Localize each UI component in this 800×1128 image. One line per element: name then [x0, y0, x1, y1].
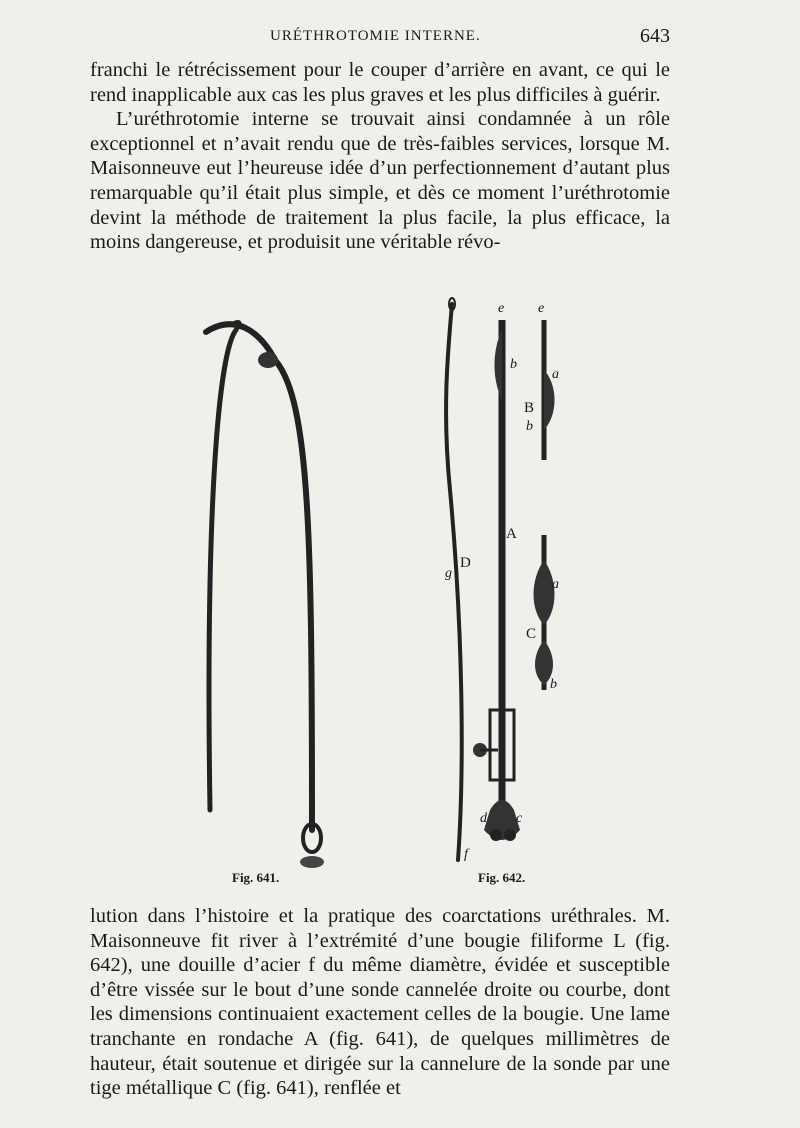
- label-C: C: [526, 626, 537, 642]
- curved-catheter-left: [209, 330, 236, 810]
- label-b3: b: [550, 677, 557, 692]
- figure-plate: [180, 290, 660, 890]
- blade-shape-b: [495, 330, 503, 400]
- label-D: D: [460, 555, 471, 571]
- running-head: URÉTHROTOMIE INTERNE.: [270, 28, 481, 44]
- paragraph: franchi le rétrécissement pour le couper d’arrière en avant, ce qui le rend inapplicable aux cas les plus graves et les plus difficiles à guérir.: [90, 59, 670, 106]
- page-header: [90, 25, 670, 52]
- label-b1: b: [510, 357, 517, 372]
- figure-caption-642: Fig. 642.: [478, 870, 526, 885]
- label-e1: e: [498, 301, 505, 316]
- label-a1: a: [552, 367, 559, 382]
- paragraph: lution dans l’histoire et la pratique des coarctations uréthrales. M. Maisonneuve fit river à l’extrémité d’une bougie filiforme L (fig. 642), une douille d’acier f du même diamètre, évidée et susceptible d’être vissée sur le bout d’une sonde cannelée droite ou courbe, dont les dimensions continuaient exactement celles de la bougie. Une lame tranchante en rondache A (fig. 641), de quelques millimètres de hauteur, était soutenue et dirigée sur la cannelure de la sonde par une tige métallique C (fig. 641), renflée et: [90, 905, 670, 1100]
- label-B: B: [524, 400, 535, 416]
- label-c: c: [516, 811, 523, 826]
- paragraph: L’uréthrotomie interne se trouvait ainsi condamnée à un rôle exceptionnel et n’avait rendu que de très-faibles services, lorsque M. Maisonneuve eut l’heureuse idée d’un perfectionnement d’autant plus remarquable qu’il était plus simple, et dès ce moment l’uréthrotomie devint la méthode de traitement la plus facile, la plus efficace, la moins dangereuse, et produisit une véritable révo-: [90, 108, 670, 254]
- label-d: d: [480, 811, 487, 826]
- tip-C-blade-a: [534, 560, 555, 625]
- body-text-bottom: [90, 904, 670, 1101]
- label-b2: b: [526, 419, 533, 434]
- label-A: A: [506, 526, 517, 542]
- instrument-illustration: [180, 290, 660, 890]
- blade-head: [258, 352, 278, 368]
- label-e2: e: [538, 301, 545, 316]
- label-g: g: [445, 566, 452, 581]
- page-number: 643: [640, 25, 670, 47]
- body-text-top: [90, 58, 670, 255]
- ring-base: [300, 856, 324, 868]
- label-a2: a: [552, 577, 559, 592]
- label-f: f: [464, 847, 468, 862]
- filiform-bougie: [446, 304, 462, 860]
- figure-caption-641: Fig. 641.: [232, 870, 280, 885]
